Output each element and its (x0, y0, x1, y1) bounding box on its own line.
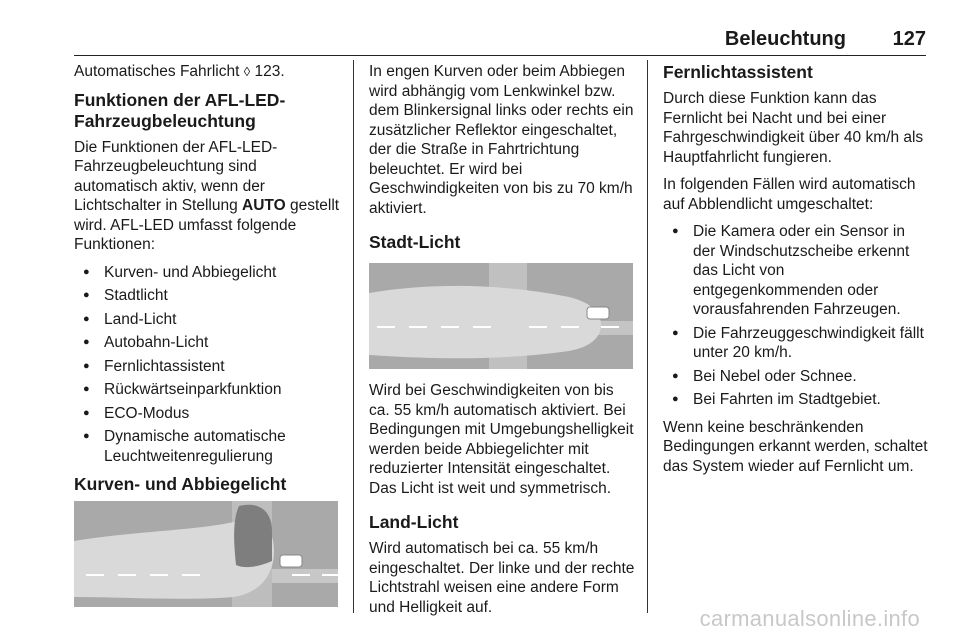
list-item: ● Kurven- und Abbiegelicht (74, 263, 344, 283)
watermark: carmanualsonline.info (699, 606, 920, 631)
page-title: Beleuchtung (724, 28, 846, 50)
list-item: ● Bei Nebel oder Schnee. (663, 367, 931, 387)
section-heading-city-light: Stadt-Licht (369, 232, 461, 252)
reference-arrow-icon: ◊ (243, 64, 251, 79)
page-number: 127 (892, 28, 926, 50)
cross-reference: Automatisches Fahrlicht ◊ 123. (74, 63, 285, 80)
column-divider-1 (353, 60, 354, 613)
header-rule (74, 55, 926, 56)
function-list (74, 263, 344, 467)
auto-label: AUTO (242, 197, 286, 214)
section-heading-high-beam-assist: Fernlichtassistent (663, 62, 813, 82)
high-beam-paragraph: Durch diese Funktion kann das Fernlicht bei Nacht und bei einer Fahrgeschwindigkeit über 40 km/h als Hauptfahrlicht fungieren. (663, 90, 924, 166)
list-item: ● Rückwärtseinparkfunktion (74, 380, 344, 400)
list-item: ● Fernlichtassistent (74, 357, 344, 377)
curve-light-paragraph: In engen Kurven oder beim Abbiegen wird abhängig vom Lenkwinkel bzw. dem Blinkersignal links oder rechts ein zusätzlicher Reflektor eingeschaltet, der die Straße in Fahrtrichtung beleuchtet. Er wird bei Geschwindigkeiten von bis zu 70 km/h aktiviert. (369, 63, 634, 217)
list-item: ● Bei Fahrten im Stadtgebiet. (663, 390, 931, 410)
dipped-beam-intro: In folgenden Fällen wird automatisch auf Abblendlicht umgeschaltet: (663, 176, 916, 213)
intro-paragraph: Die Funktionen der AFL-LED-Fahrzeugbeleuchtung sind automatisch aktiv, wenn der Lichtschalter in Stellung AUTO gestellt wird. AFL-LED umfasst folgende Funktionen: (74, 138, 340, 253)
list-item: ● Dynamische automatische Leuchtweitenregulierung (74, 427, 344, 466)
column-divider-2 (647, 60, 648, 613)
list-item: ● Die Fahrzeuggeschwindigkeit fällt unter 20 km/h. (663, 324, 931, 363)
page-header (74, 24, 926, 54)
column-3 (663, 62, 931, 484)
list-item: ● Die Kamera oder ein Sensor in der Windschutzscheibe erkennt das Licht von entgegenkommenden oder vorausfahrenden Fahrzeugen. (663, 222, 931, 320)
curve-light-illustration (74, 501, 338, 607)
list-item: ● Autobahn-Licht (74, 333, 344, 353)
column-2 (369, 62, 637, 625)
column-1 (74, 62, 344, 619)
section-heading-country-light: Land-Licht (369, 512, 459, 532)
section-heading-curve-light: Kurven- und Abbiegelicht (74, 474, 287, 494)
country-light-paragraph: Wird automatisch bei ca. 55 km/h eingeschaltet. Der linke und der rechte Lichtstrahl weisen eine andere Form und Helligkeit auf. (369, 540, 635, 616)
city-light-illustration (369, 263, 633, 369)
section-heading-afl: Funktionen der AFL-LED-Fahrzeugbeleuchtung (74, 89, 286, 131)
city-light-paragraph: Wird bei Geschwindigkeiten von bis ca. 55 km/h automatisch aktiviert. Bei Bedingungen mit Umgebungshelligkeit werden beide Abbiegelichter mit reduzierter Intensität eingeschaltet. Das Licht ist weit und symmetrisch. (369, 382, 634, 497)
list-item: ● ECO-Modus (74, 404, 344, 424)
list-item: ● Land-Licht (74, 310, 344, 330)
return-to-high-beam-paragraph: Wenn keine beschränkenden Bedingungen erkannt werden, schaltet das System wieder auf Fernlicht um. (663, 418, 928, 475)
conditions-list (663, 222, 931, 410)
list-item: ● Stadtlicht (74, 286, 344, 306)
